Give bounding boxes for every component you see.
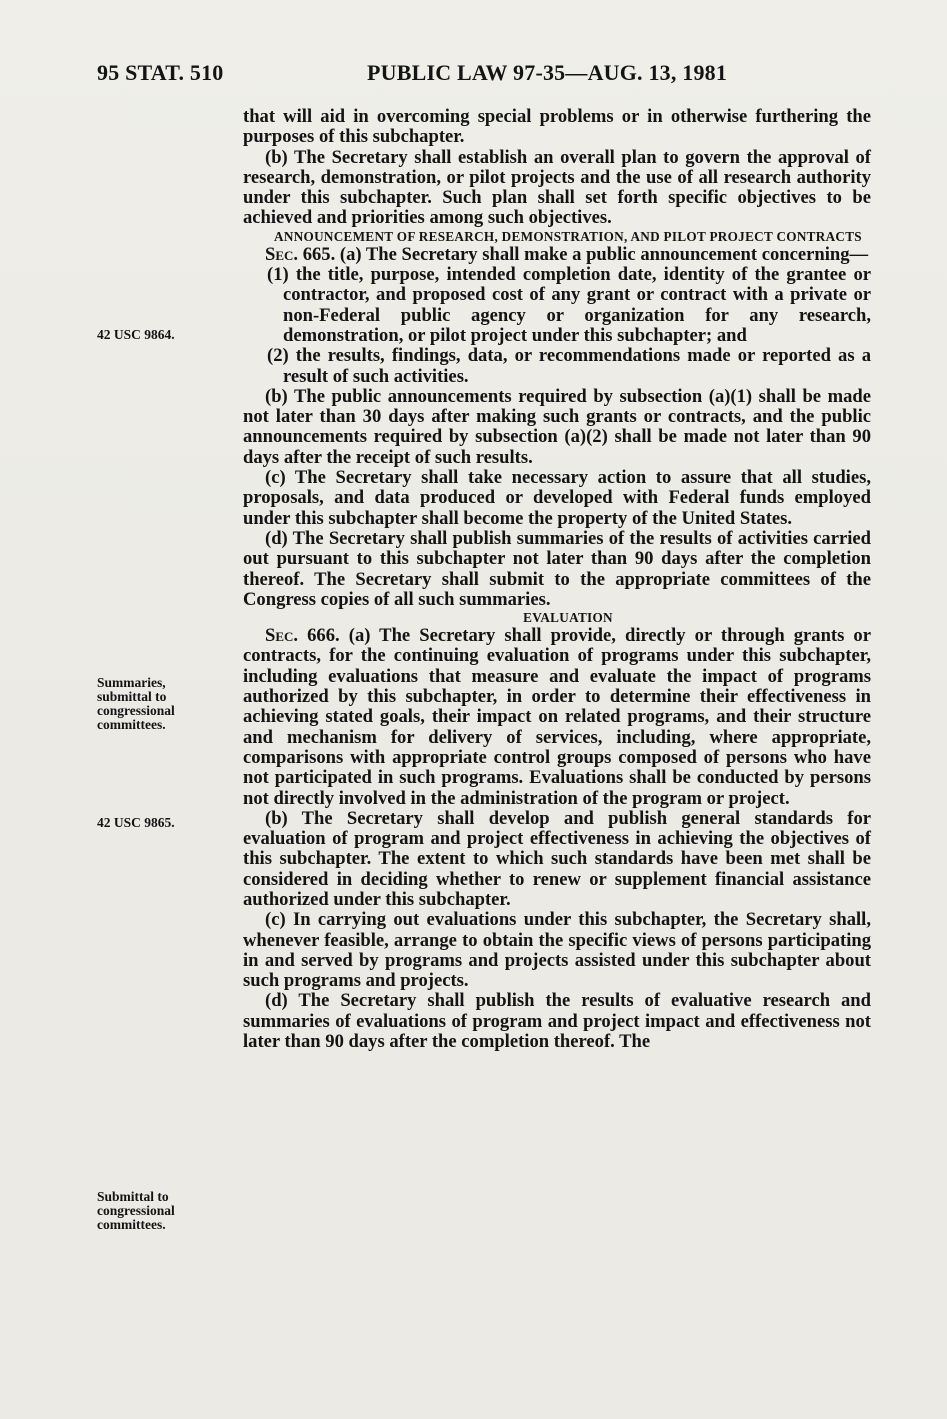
margin-note-line: committees.: [97, 717, 166, 732]
margin-note-usc-9864: 42 USC 9864.: [97, 327, 175, 342]
margin-note-line: congressional: [97, 703, 175, 718]
paragraph-sec-665-c: (c) The Secretary shall take necessary action to assure that all studies, proposals, and data produced or developed with Federal funds employed under this subchapter shall become the property of the United States.: [243, 467, 871, 529]
section-heading-evaluation: EVALUATION: [523, 610, 613, 626]
margin-note-line: Submittal to: [97, 1189, 169, 1204]
section-label: Sec. 666.: [265, 625, 340, 647]
paragraph-continuation: that will aid in overcoming special problems or in otherwise furthering the purposes of this subchapter.: [243, 106, 871, 148]
paragraph-sec-665-a: [243, 245, 871, 265]
paragraph-sec-665-b: (b) The public announcements required by subsection (a)(1) shall be made not later than 30 days after making such grants or contracts, and the public announcements required by subsection (a)(2) shall be made not later than 90 days after the receipt of such results.: [243, 385, 871, 468]
law-title: PUBLIC LAW 97-35—AUG. 13, 1981: [367, 60, 728, 85]
section-text: (a) The Secretary shall provide, directly or through grants or contracts, for the continuing evaluation of programs under this subchapter, including evaluations that measure and evaluate the impact of programs authorized by this subchapter, in order to determine their effectiveness in achieving stated goals, their impact on related programs, and their structure and mechanism for delivery of services, including, where appropriate, comparisons with appropriate control groups composed of persons who have not participated in such programs. Evaluations shall be conducted by persons not directly involved in the administration of the program or project.: [243, 625, 871, 809]
paragraph-sec-665-a1: (1) the title, purpose, intended completion date, identity of the grantee or contractor, and proposed cost of any grant or contract with a private or non-Federal public agency or organization for any research, demonstration, or pilot project under this subchapter; and: [267, 264, 871, 346]
section-label: Sec. 665.: [265, 243, 336, 265]
paragraph-sec-666-b: (b) The Secretary shall develop and publish general standards for evaluation of program and project effectiveness in achieving the objectives of this subchapter. The extent to which such standards have been met shall be considered in deciding whether to renew or supplement financial assistance authorized under this subchapter.: [243, 807, 871, 910]
margin-note-line: congressional: [97, 1203, 175, 1218]
paragraph-sec-665-a2: (2) the results, findings, data, or recommendations made or reported as a result of such activities.: [267, 345, 871, 387]
body-text: [243, 107, 871, 1052]
section-text: (a) The Secretary shall make a public announcement concerning—: [335, 243, 869, 265]
paragraph-sec-666-c: (c) In carrying out evaluations under this subchapter, the Secretary shall, whenever feasible, arrange to obtain the specific views of persons participating in and served by programs and projects assisted under this subchapter about such programs and projects.: [243, 909, 871, 992]
margin-note-usc-9865: 42 USC 9865.: [97, 815, 175, 830]
paragraph-sec-666-d: (d) The Secretary shall publish the results of evaluative research and summaries of evaluations of program and project impact and effectiveness not later than 90 days after the completion thereof. The: [243, 990, 871, 1053]
paragraph-plan: (b) The Secretary shall establish an overall plan to govern the approval of research, demonstration, or pilot projects and the use of all research authority under this subchapter. Such plan shall set forth specific objectives to be achieved and priorities among such objectives.: [243, 146, 871, 229]
section-heading-announcement: ANNOUNCEMENT OF RESEARCH, DEMONSTRATION, AND PILOT PROJECT CONTRACTS: [274, 228, 862, 244]
paragraph-sec-666-a: [243, 626, 871, 809]
stat-page-number: 95 STAT. 510: [97, 60, 224, 85]
margin-note-summaries: [97, 676, 237, 732]
margin-note-line: submittal to: [97, 689, 167, 704]
margin-note-line: committees.: [97, 1217, 166, 1232]
margin-note-submittal: [97, 1190, 237, 1232]
paragraph-sec-665-d: (d) The Secretary shall publish summaries of the results of activities carried out pursuant to this subchapter not later than 90 days after the completion thereof. The Secretary shall submit to the appropriate committees of the Congress copies of all such summaries.: [243, 527, 871, 610]
margin-note-line: Summaries,: [97, 675, 166, 690]
